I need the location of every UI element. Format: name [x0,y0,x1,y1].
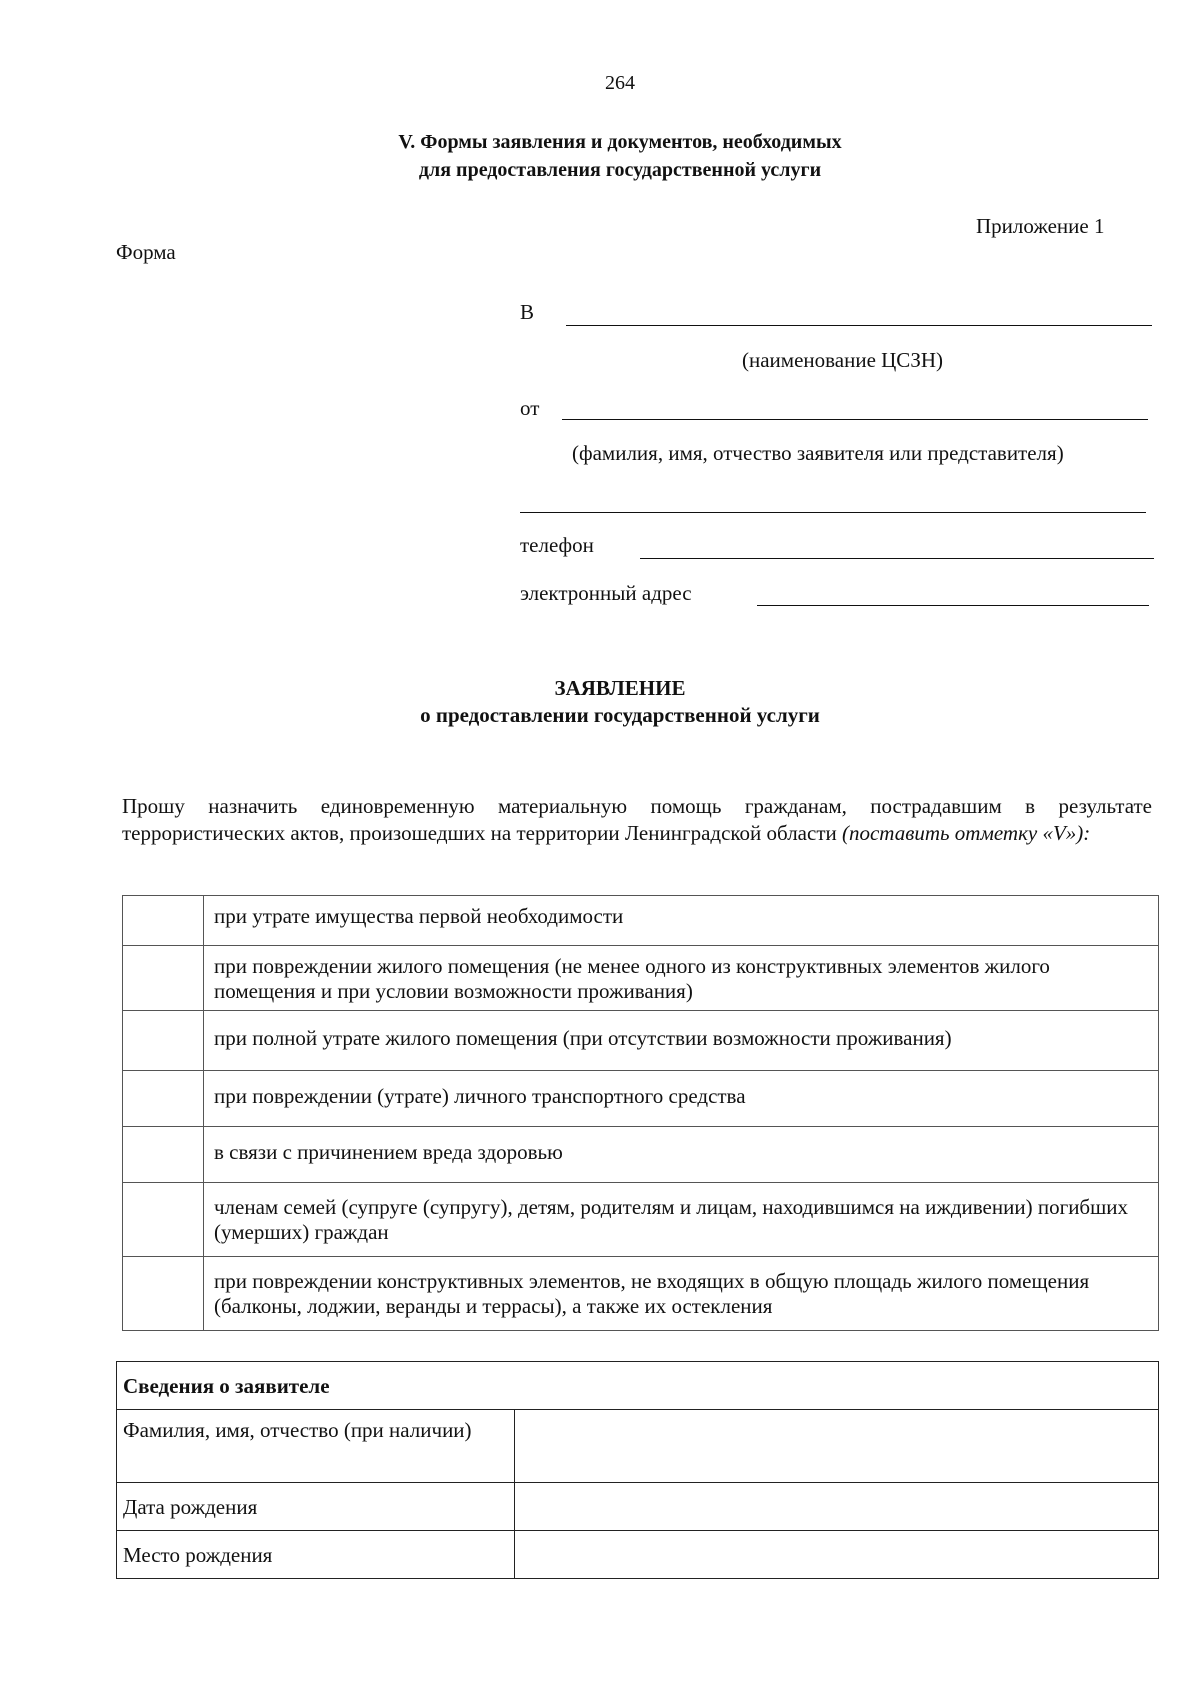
from-hint: (фамилия, имя, отчество заявителя или представителя) [572,441,1064,465]
option-row [123,946,1159,1011]
intro-note: (поставить отметку «V»): [841,821,1091,845]
applicant-header-row [117,1362,1159,1410]
intro-text: Прошу назначить единовременную материальную помощь гражданам, пострадавшим в результате террористических актов, произошедших на территории Ленинградской области [122,794,1152,845]
phone-field-line[interactable] [640,558,1154,559]
option-row [123,1183,1159,1257]
option-row [123,1127,1159,1183]
applicant-row [117,1531,1159,1579]
option-checkbox[interactable] [123,1257,204,1331]
option-row [123,896,1159,946]
to-label: В [520,300,535,324]
option-checkbox[interactable] [123,1183,204,1257]
applicant-row-label: Место рождения [117,1531,515,1579]
option-checkbox[interactable] [123,1011,204,1071]
applicant-row-label: Дата рождения [117,1483,515,1531]
applicant-row-value[interactable] [515,1531,1159,1579]
section-title-line2: для предоставления государственной услуги [418,159,822,181]
from-field-line-2[interactable] [520,512,1146,513]
email-label: электронный адрес [520,581,692,605]
applicant-header: Сведения о заявителе [117,1362,1159,1410]
applicant-row-value[interactable] [515,1410,1159,1483]
attachment-label: Приложение 1 [976,214,1105,238]
from-label: от [520,396,540,420]
option-row [123,1257,1159,1331]
option-text: при повреждении жилого помещения (не менее одного из конструктивных элементов жилого помещения и при условии возможности проживания) [204,946,1159,1011]
page-number: 264 [605,72,635,94]
email-field-line[interactable] [757,605,1149,606]
option-text: при полной утрате жилого помещения (при отсутствии возможности проживания) [204,1011,1159,1071]
applicant-table [116,1361,1159,1579]
option-checkbox[interactable] [123,946,204,1011]
form-label: Форма [116,240,176,264]
option-row [123,1071,1159,1127]
option-text: в связи с причинением вреда здоровью [204,1127,1159,1183]
to-field-line[interactable] [566,325,1152,326]
statement-title: ЗАЯВЛЕНИЕ [554,676,686,700]
applicant-row [117,1410,1159,1483]
options-table [122,895,1159,1331]
option-text: при утрате имущества первой необходимости [204,896,1159,946]
applicant-row-label: Фамилия, имя, отчество (при наличии) [117,1410,515,1483]
option-checkbox[interactable] [123,896,204,946]
option-checkbox[interactable] [123,1071,204,1127]
option-text: членам семей (супруге (супругу), детям, родителям и лицам, находившимся на иждивении) погибших (умерших) граждан [204,1183,1159,1257]
option-text: при повреждении конструктивных элементов, не входящих в общую площадь жилого помещения (балконы, лоджии, веранды и террасы), а также их остекления [204,1257,1159,1331]
to-hint: (наименование ЦСЗН) [742,348,943,372]
phone-label: телефон [520,533,594,557]
section-title-line1: V. Формы заявления и документов, необходимых [398,131,842,153]
intro-paragraph [122,793,1152,847]
option-text: при повреждении (утрате) личного транспортного средства [204,1071,1159,1127]
option-checkbox[interactable] [123,1127,204,1183]
applicant-row-value[interactable] [515,1483,1159,1531]
statement-subtitle: о предоставлении государственной услуги [420,703,820,727]
applicant-row [117,1483,1159,1531]
option-row [123,1011,1159,1071]
from-field-line[interactable] [562,419,1148,420]
